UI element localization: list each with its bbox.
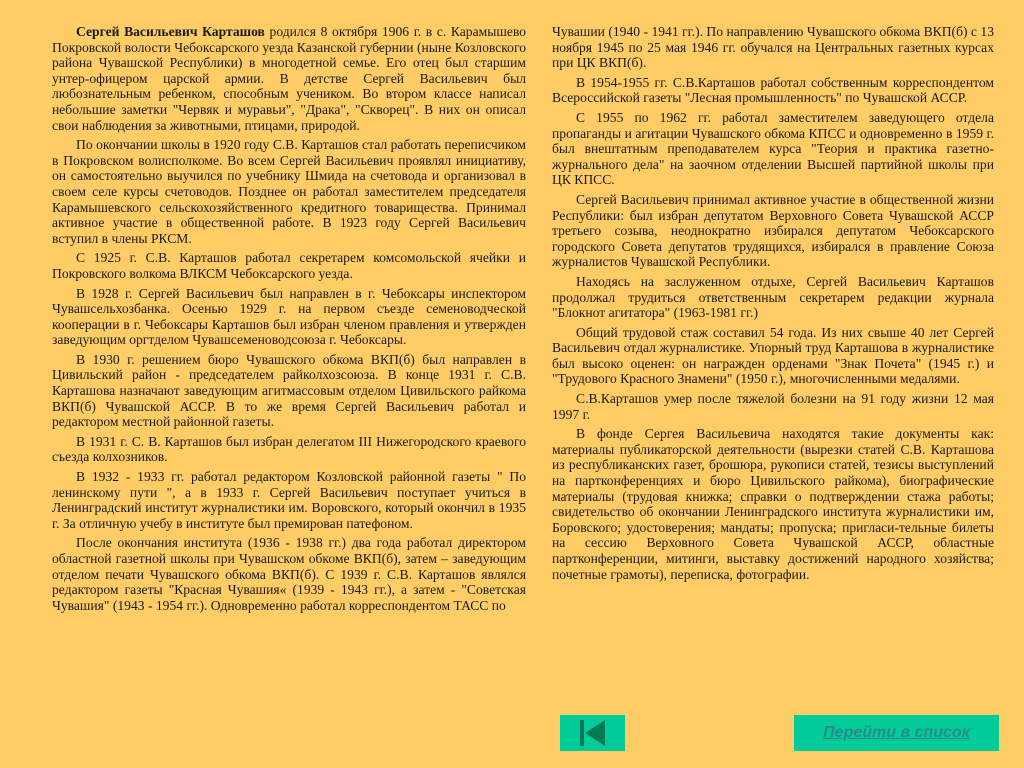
intro-paragraph: [52, 24, 526, 133]
paragraph: Общий трудовой стаж составил 54 года. Из них свыше 40 лет Сергей Васильевич отдал журналистике. Упорный труд Карташова в журналистике был высоко оценен: он награжден орденами "Знак Почета" (1945 г.) и "Трудового Красного Знамени" (1950 г.), многочисленными медалями.: [552, 324, 994, 387]
left-column: [52, 24, 526, 617]
paragraph: С 1955 по 1962 гг. работал заместителем заведующего отдела пропаганды и агитации Чувашского обкома КПСС и одновременно в 1959 г. был внештатным преподавателем курса "Теория и практика газетно-журнального дела" на заочном отделении Высшей партийной школы при ЦК КПСС.: [552, 109, 994, 188]
paragraph: Находясь на заслуженном отдыхе, Сергей Васильевич Карташов продолжал трудиться ответственным секретарем редакции журнала "Блокнот агитатора" (1963-1981 гг.): [552, 273, 994, 321]
continued-paragraph: Чувашии (1940 - 1941 гг.). По направлению Чувашского обкома ВКП(б) с 13 ноября 1945 по 25 мая 1946 гг. обучался на Центральных газетных курсах при ЦК ВКП(б).: [552, 24, 994, 71]
go-to-list-button[interactable]: [794, 715, 999, 751]
paragraph: В 1931 г. С. В. Карташов был избран делегатом III Нижегородского краевого съезда колхозников.: [52, 433, 526, 465]
intro-text: родился 8 октября 1906 г. в с. Карамышево Покровской волости Чебоксарского уезда Казанской губернии (ныне Козловского района Чувашской Республики) в многодетной семье. Его отец был старшим унтер-офицером царской армии. В детстве Сергей Васильевич был любознательным ребенком, способным учеником. Во втором классе написал небольшие заметки "Червяк и муравьи", "Драка", "Скворец". В них он описал свои наблюдения за животными, птицами, природой.: [52, 24, 526, 133]
paragraph: В 1928 г. Сергей Васильевич был направлен в г. Чебоксары инспектором Чувашсельхозбанка. Осенью 1929 г. на первом съезде семеноводческой кооперации в г. Чебоксары Карташов был избран членом правления и утвержден заведующим оргтделом Чувашсеменоводсоюза г. Чебоксары.: [52, 285, 526, 348]
paragraph: По окончании школы в 1920 году С.В. Карташов стал работать переписчиком в Покровском волисполкоме. Во всем Сергей Васильевич проявлял инициативу, он самостоятельно выучился по учебнику Шмида на счетовода и организовал в своем селе курсы счетоводов. Позднее он работал заместителем председателя Карамышевского сельскохозяйственного кредитного товарищества. Принимал активное участие в общественной работе. В 1923 году Сергей Васильевич вступил в члены РКСМ.: [52, 137, 526, 246]
paragraph: С 1925 г. С.В. Карташов работал секретарем комсомольской ячейки и Покровского волкома ВЛКСМ Чебоксарского уезда.: [52, 250, 526, 281]
paragraph: Сергей Васильевич принимал активное участие в общественной жизни Республики: был избран депутатом Верховного Совета Чувашской АССР третьего созыва, неоднократно избирался депутатом Чебоксарского городского Совета депутатов трудящихся, избирался в правление Союза журналистов Чувашской Республики.: [552, 191, 994, 270]
right-column: [552, 24, 994, 586]
paragraph: В фонде Сергея Васильевича находятся такие документы как: материалы публикаторской деятельности (вырезки статей С.В. Карташова из республиканских газет, брошюра, рукописи статей, тезисы выступлений на партконференциях и бюро Цивильского райкома), биографические материалы (трудовая книжка; справки о подтверждении стажа работы; свидетельство об окончании Ленинградского института журналистики им, Боровского; удостоверения; мандаты; пропуска; пригласи-тельные билеты на сессию Верховного Совета Чувашской АССР, областные партконференции, митинги, выставку достижений народного хозяйства; почетные грамоты), переписка, фотографии.: [552, 426, 994, 582]
paragraph: В 1930 г. решением бюро Чувашского обкома ВКП(б) был направлен в Цивильский район - председателем райколхозсоюза. В конце 1931 г. С.В. Карташова назначают заведующим агитмассовым отделом Цивильского райкома ВКП(б) Чувашской АССР. В то же время Сергей Васильевич работал и редактором местной районной газеты.: [52, 351, 526, 430]
go-to-list-link[interactable]: Перейти в список: [823, 724, 970, 741]
person-name: Сергей Васильевич Карташов: [76, 24, 265, 39]
paragraph: В 1932 - 1933 гг. работал редактором Козловской районной газеты " По ленинскому пути ", а в 1933 г. Сергей Васильевич поступает учиться в Ленинградский институт журналистики им. Воровского, который окончил в 1935 г. За отличную учебу в институте был премирован патефоном.: [52, 469, 526, 531]
paragraph: После окончания института (1936 - 1938 гг.) два года работал директором областной газетной школы при Чувашском обкоме ВКП(б), затем – заведующим отделом печати Чувашского обкома ВКП(б). С 1939 г. С.В. Карташов являлся редактором газеты "Красная Чувашия« (1939 - 1943 гг.), а затем - "Советская Чувашия" (1943 - 1954 гг.). Одновременно работал корреспондентом ТАСС по: [52, 535, 526, 613]
skip-back-icon: [580, 720, 584, 746]
paragraph: В 1954-1955 гг. С.В.Карташов работал собственным корреспондентом Всероссийской газеты "Лесная промышленность" по Чувашской АССР.: [552, 74, 994, 106]
back-button[interactable]: [560, 715, 625, 751]
paragraph: С.В.Карташов умер после тяжелой болезни на 91 году жизни 12 мая 1997 г.: [552, 391, 994, 422]
triangle-left-icon: [585, 720, 605, 746]
